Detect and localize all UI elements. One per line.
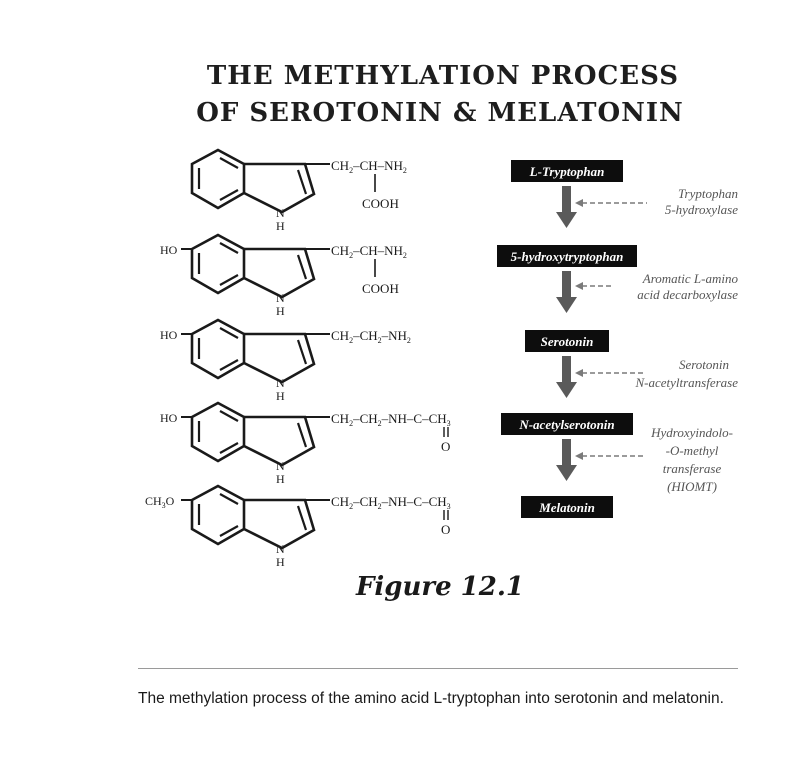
side-chain: $CH_2-CH-NH_2$ (331, 158, 407, 175)
enzyme-4-line-2: -O-methyl (665, 443, 719, 458)
down-arrow-icon (556, 271, 577, 313)
ring-n: N (276, 542, 285, 556)
side-chain: $CH_2-CH-NH_2$ (331, 243, 407, 260)
substituent: $CH_3O$ (145, 494, 175, 510)
indole-ring (192, 150, 330, 212)
enzyme-1-line-2: 5-hydroxylase (664, 202, 738, 217)
structure-n-acetylserotonin (160, 403, 451, 486)
enzyme-3-line-2: N-acetyltransferase (635, 375, 738, 390)
ring-h: H (276, 304, 285, 318)
title-line-2: OF SEROTONIN & MELATONIN (196, 98, 684, 128)
figure-caption: The methylation process of the amino acid L-tryptophan into serotonin and melatonin. (138, 690, 724, 707)
enzyme-2-line-2: acid decarboxylase (637, 287, 738, 302)
title-line-1: THE METHYLATION PROCESS (206, 61, 680, 91)
side-chain: $CH_2-CH_2-NH-C-CH_3$ (331, 494, 451, 511)
svg-text:L-Tryptophan: L-Tryptophan (529, 164, 605, 179)
down-arrow-icon (556, 439, 577, 481)
ring-n: N (276, 459, 285, 473)
compound-label-serotonin (525, 330, 609, 352)
enzyme-4-line-4: (HIOMT) (667, 479, 717, 494)
side-chain: $CH_2-CH_2-NH-C-CH_3$ (331, 411, 451, 428)
enzyme-pointer-4 (575, 452, 645, 460)
down-arrow-icon (556, 186, 577, 228)
structure-5-hydroxytryptophan (160, 235, 407, 318)
structure-l-tryptophan (192, 150, 407, 233)
substituent: HO (160, 243, 178, 257)
enzyme-1-line-1: Tryptophan (678, 186, 738, 201)
enzyme-pointer-2 (575, 282, 614, 290)
substituent: HO (160, 411, 178, 425)
structure-serotonin (160, 320, 411, 403)
ring-h: H (276, 472, 285, 486)
substituent: HO (160, 328, 178, 342)
svg-text:N-acetylserotonin: N-acetylserotonin (519, 417, 615, 432)
side-chain: $CH_2-CH_2-NH_2$ (331, 328, 411, 345)
branch-group: COOH (362, 196, 399, 211)
compound-label-l-tryptophan (511, 160, 623, 182)
compound-label-melatonin (521, 496, 613, 518)
svg-text:5-hydroxytryptophan: 5-hydroxytryptophan (510, 249, 624, 264)
svg-text:Serotonin: Serotonin (540, 334, 594, 349)
ring-h: H (276, 555, 285, 569)
enzyme-3-line-1: Serotonin (678, 357, 730, 372)
figure-label: Figure 12.1 (355, 572, 525, 602)
svg-text:Melatonin: Melatonin (539, 500, 595, 515)
caption-divider (138, 668, 738, 669)
down-arrow-icon (556, 356, 577, 398)
enzyme-4-line-1: Hydroxyindolo- (651, 425, 733, 440)
ring-h: H (276, 219, 285, 233)
compound-label-5-hydroxytryptophan (497, 245, 637, 267)
enzyme-2-line-1: Aromatic L-amino (642, 271, 738, 286)
compound-label-n-acetylserotonin (501, 413, 633, 435)
structure-melatonin (145, 486, 451, 569)
enzyme-4-line-3: transferase (662, 461, 722, 476)
ring-n: N (276, 291, 285, 305)
enzyme-pointer-1 (575, 199, 647, 207)
branch-group: COOH (362, 281, 399, 296)
ring-n: N (276, 376, 285, 390)
branch-group: O (441, 439, 451, 454)
ring-h: H (276, 389, 285, 403)
branch-group: O (441, 522, 451, 537)
ring-n: N (276, 206, 285, 220)
